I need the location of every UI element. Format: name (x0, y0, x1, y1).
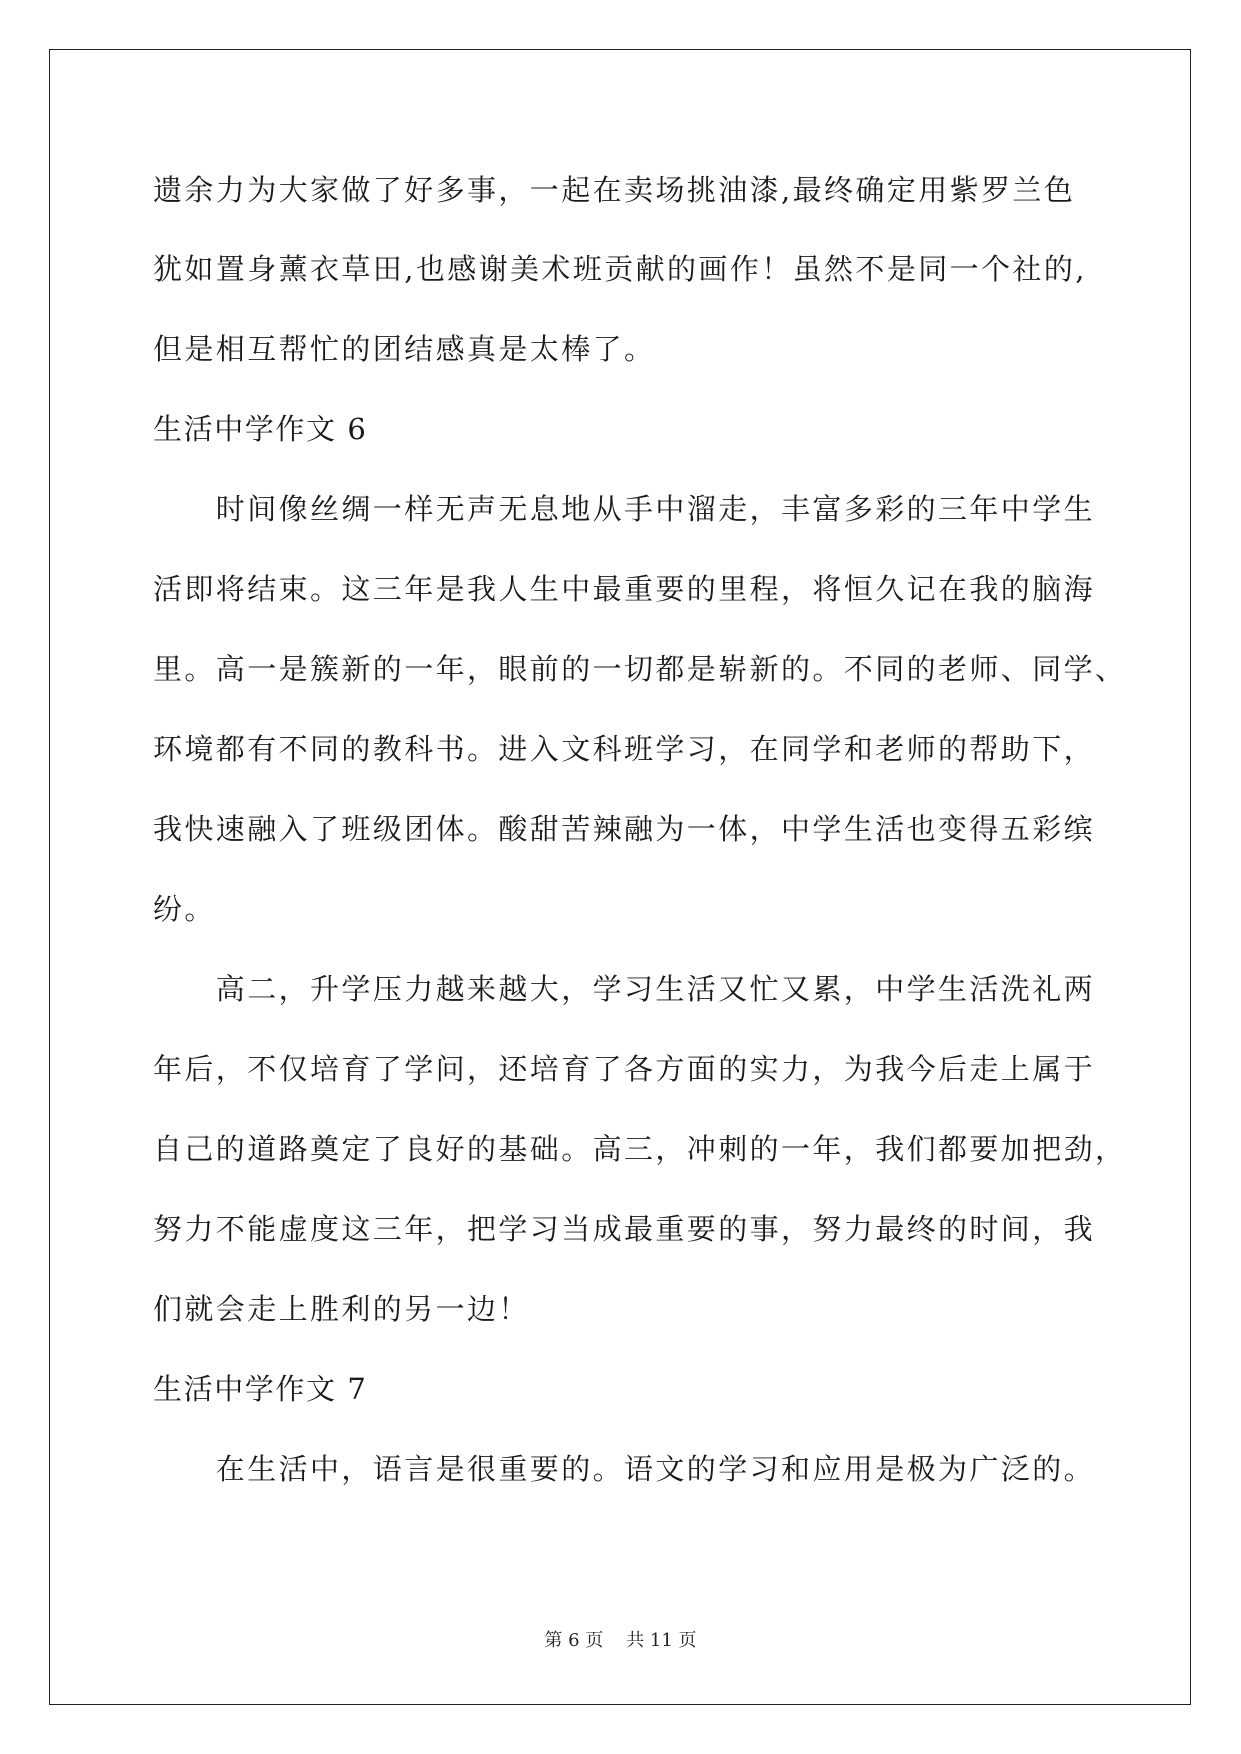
section-heading: 生活中学作文 6 (153, 412, 368, 446)
text-line: 我快速融入了班级团体。酸甜苦辣融为一体，中学生活也变得五彩缤 (153, 812, 1096, 846)
page-number: 第 6 页 共 11 页 (544, 1630, 697, 1651)
text-line: 环境都有不同的教科书。进入文科班学习，在同学和老师的帮助下， (153, 732, 1096, 766)
text-line: 高二，升学压力越来越大，学习生活又忙又累，中学生活洗礼两 (153, 972, 1096, 1006)
text-line: 们就会走上胜利的另一边！ (153, 1292, 530, 1326)
text-line: 时间像丝绸一样无声无息地从手中溜走，丰富多彩的三年中学生 (153, 492, 1096, 526)
text-line: 年后，不仅培育了学问，还培育了各方面的实力，为我今后走上属于 (153, 1052, 1096, 1086)
text-line: 里。高一是簇新的一年，眼前的一切都是崭新的。不同的老师、同学、 (153, 652, 1127, 686)
text-line: 活即将结束。这三年是我人生中最重要的里程，将恒久记在我的脑海 (153, 572, 1096, 606)
section-heading: 生活中学作文 7 (153, 1372, 368, 1406)
text-line: 自己的道路奠定了良好的基础。高三，冲刺的一年，我们都要加把劲， (153, 1132, 1127, 1166)
text-line: 但是相互帮忙的团结感真是太棒了。 (153, 332, 656, 366)
text-line: 在生活中，语言是很重要的。语文的学习和应用是极为广泛的。 (153, 1452, 1096, 1486)
text-line: 纷。 (153, 892, 216, 926)
text-line: 努力不能虚度这三年，把学习当成最重要的事，努力最终的时间，我 (153, 1212, 1096, 1246)
text-line: 犹如置身薰衣草田,也感谢美术班贡献的画作！虽然不是同一个社的, (153, 252, 1087, 286)
text-line: 遗余力为大家做了好多事，一起在卖场挑油漆,最终确定用紫罗兰色 (153, 173, 1076, 207)
page-footer (0, 1629, 1241, 1653)
